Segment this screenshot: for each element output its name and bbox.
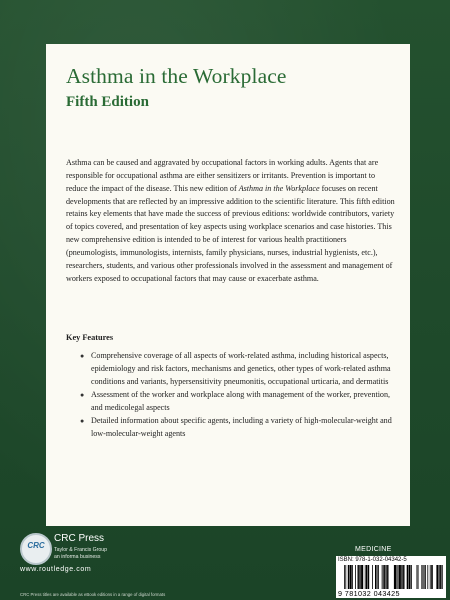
description-italic-title: Asthma in the Workplace (238, 183, 320, 193)
list-item (80, 389, 396, 415)
category-label: MEDICINE (355, 546, 392, 553)
publisher-tagline: an informa business (54, 554, 101, 560)
list-item (80, 350, 396, 389)
barcode-digits: 9 781032 043425 (338, 589, 400, 598)
ebook-fineprint: CRC Press titles are available as eBook editions in a range of digital formats (20, 592, 166, 597)
barcode-block (336, 556, 446, 598)
publisher-name: CRC Press (54, 533, 105, 544)
book-title: Asthma in the Workplace (66, 64, 287, 88)
key-features-heading: Key Features (66, 333, 114, 342)
isbn-label: ISBN: 978-1-032-04342-5 (338, 557, 407, 563)
list-item-text: Comprehensive coverage of all aspects of work-related asthma, including historical aspects, epidemiology and risk factors, mechanisms and genetics, other types of work-related asthma conditions and variants, hypersensitivity pneumonitis, occupational urticaria, and dermatitis (91, 351, 391, 386)
bullet-icon: ● (80, 417, 85, 426)
publisher-block (20, 533, 160, 583)
list-item-text: Detailed information about specific agents, including a variety of high-molecular-weight and low-molecular-weight agents (91, 416, 392, 439)
publisher-group: Taylor & Francis Group (54, 547, 108, 553)
publisher-url[interactable]: www.routledge.com (20, 566, 92, 573)
description-paragraph (66, 157, 395, 285)
list-item (80, 415, 396, 441)
bullet-icon: ● (80, 352, 85, 360)
description (66, 157, 395, 285)
description-text-2: focuses on recent developments that are reflected by an impressive addition to the scientific literature. This fifth edition retains key elements that have made the success of previous editions: worldwide contributors, variety of topics covered, and presentation of key aspects using workplace scenarios and case histories. This new comprehensive edition is intended to be of interest for various health practitioners (pneumologists, immunologists, internists, family physicians, nurses, industrial hygienists, etc.), researchers, students, and various other professionals involved in the assessment and management of workers exposed to occupational factors that may cause or exacerbate asthma. (66, 183, 395, 283)
description-text-1: Asthma can be caused and aggravated by occupational factors in working adults. Agents that are responsible for occupational asthma are either sensitizers or irritants. Prevention is important to reduce the impact of the disease. This new edition of (66, 158, 379, 193)
content-panel (46, 44, 410, 526)
crc-logo-text: CRC (27, 541, 45, 550)
key-features-list (80, 350, 396, 441)
list-item-text: Assessment of the worker and workplace along with management of the worker, prevention, and medicolegal aspects (91, 390, 391, 412)
barcode-icon (343, 565, 443, 589)
book-edition: Fifth Edition (66, 94, 149, 110)
bullet-icon: ● (80, 391, 85, 400)
